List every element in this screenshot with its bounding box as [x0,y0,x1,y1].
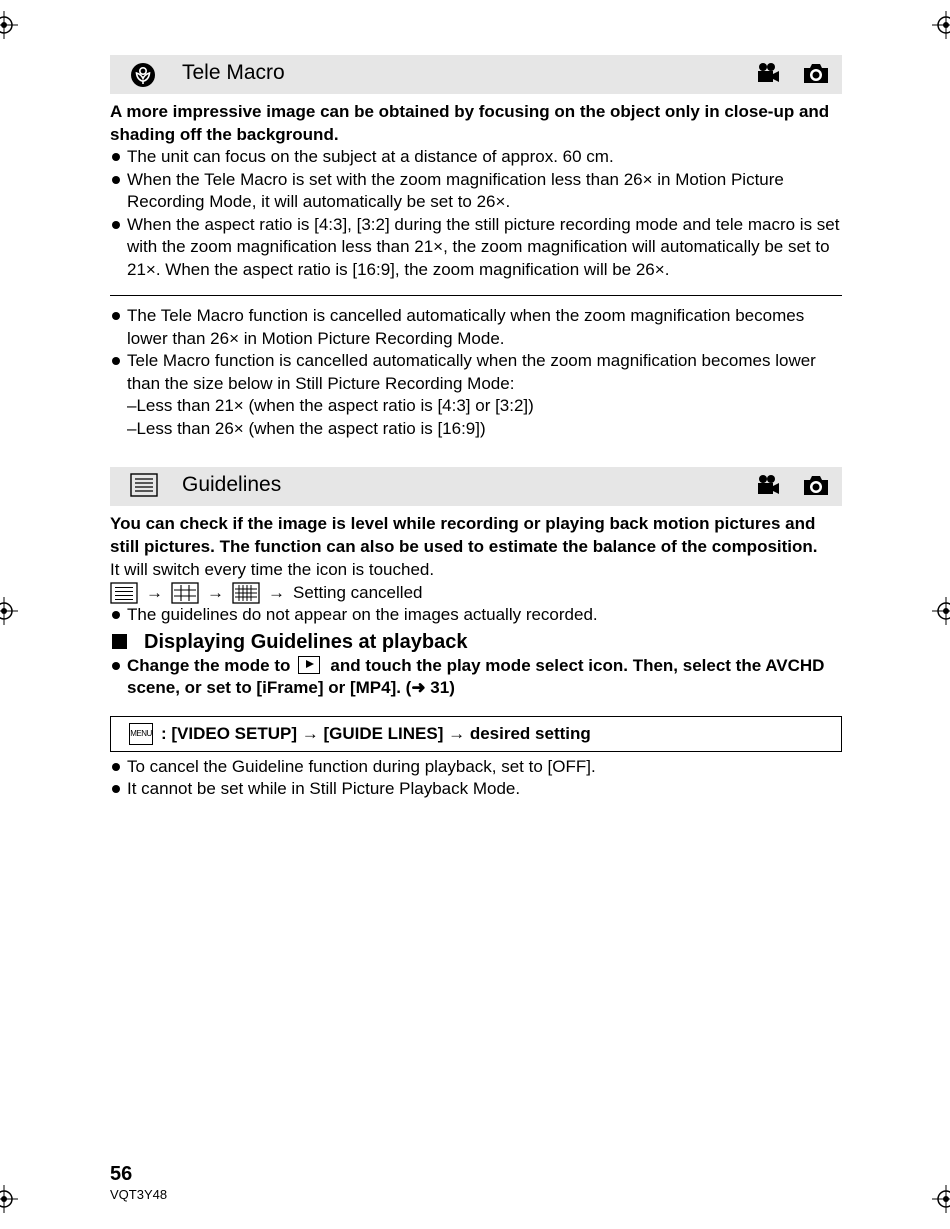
sub-list-item: –Less than 26× (when the aspect ratio is [16:9]) [127,418,486,438]
tele-macro-notes [110,305,842,395]
tele-macro-title: Tele Macro [182,61,285,84]
guidelines-grid-icon [171,582,199,604]
arrow: → [268,583,285,602]
guidelines-title: Guidelines [182,473,282,496]
playback-instructions [110,655,842,700]
motion-picture-camera-icon [756,474,780,496]
list-item [110,655,842,700]
list-item: The guidelines do not appear on the images actually recorded. [110,604,842,627]
model-code: VQT3Y48 [110,1187,168,1202]
page-number: 56 [110,1163,133,1185]
registration-mark-icon [0,1185,18,1213]
mode-icons [756,61,830,85]
menu-path-text: : [VIDEO SETUP] → [GUIDE LINES] → desired setting [161,723,591,743]
guidelines-lead: You can check if the image is level while recording or playing back motion pictures and still pictures. The function can also be used to estimate the balance of the composition. [110,514,818,556]
list-item: It cannot be set while in Still Picture Playback Mode. [110,778,842,801]
tele-macro-header [110,55,842,94]
subheading-text: Displaying Guidelines at playback [144,630,468,653]
square-bullet-icon [112,634,127,649]
switch-text: It will switch every time the icon is touched. [110,560,435,579]
guidelines-bullets [110,604,842,627]
arrow: → [146,583,163,602]
tele-macro-lead: A more impressive image can be obtained by focusing on the object only in close-up and shading off the background. [110,102,830,144]
menu-icon: MENU [129,723,153,745]
still-camera-icon [802,473,830,497]
arrow: → [207,583,224,602]
setting-cancelled-text: Setting cancelled [293,583,423,602]
page-content [110,55,842,801]
mode-instruction-continuation: and touch the play mode select icon. Then, select the AVCHD scene, or set to [iFrame] or [MP4]. (➜ 31) [127,655,825,697]
list-item: Tele Macro function is cancelled automatically when the zoom magnification becomes lower than the size below in Still Picture Recording Mode: [110,350,842,395]
guidelines-header [110,467,842,506]
registration-mark-icon [932,11,950,39]
registration-mark-icon [0,11,18,39]
list-item: When the aspect ratio is [4:3], [3:2] during the still picture recording mode and tele macro is set with the zoom magnification less than 21×, the zoom magnification will automatically be set to 21×. When the aspect ratio is [16:9], the zoom magnification will be 26×. [110,214,842,282]
mode-icons [756,473,830,497]
play-mode-icon [298,656,320,674]
registration-mark-icon [932,1185,950,1213]
sub-list-item: –Less than 21× (when the aspect ratio is [4:3] or [3:2]) [127,396,534,415]
registration-mark-icon [0,597,18,625]
subheading [110,629,842,655]
list-item: To cancel the Guideline function during playback, set to [OFF]. [110,756,842,779]
guideline-sequence [110,581,842,604]
registration-mark-icon [932,597,950,625]
divider [110,295,842,296]
mode-instruction-text: Change the mode to [127,655,291,675]
tele-macro-bullets [110,146,842,281]
menu-path-box [110,716,842,752]
list-item: When the Tele Macro is set with the zoom magnification less than 26× in Motion Picture Recording Mode, it will automatically be set to 26×. [110,169,842,214]
tele-macro-flower-icon [130,62,156,88]
list-item: The Tele Macro function is cancelled automatically when the zoom magnification becomes lower than 26× in Motion Picture Recording Mode. [110,305,842,350]
after-menu-bullets [110,756,842,801]
guidelines-lines-icon [110,582,138,604]
guidelines-fine-grid-icon [232,582,260,604]
guidelines-icon [130,473,158,497]
still-camera-icon [802,61,830,85]
motion-picture-camera-icon [756,62,780,84]
list-item: The unit can focus on the subject at a distance of approx. 60 cm. [110,146,842,169]
